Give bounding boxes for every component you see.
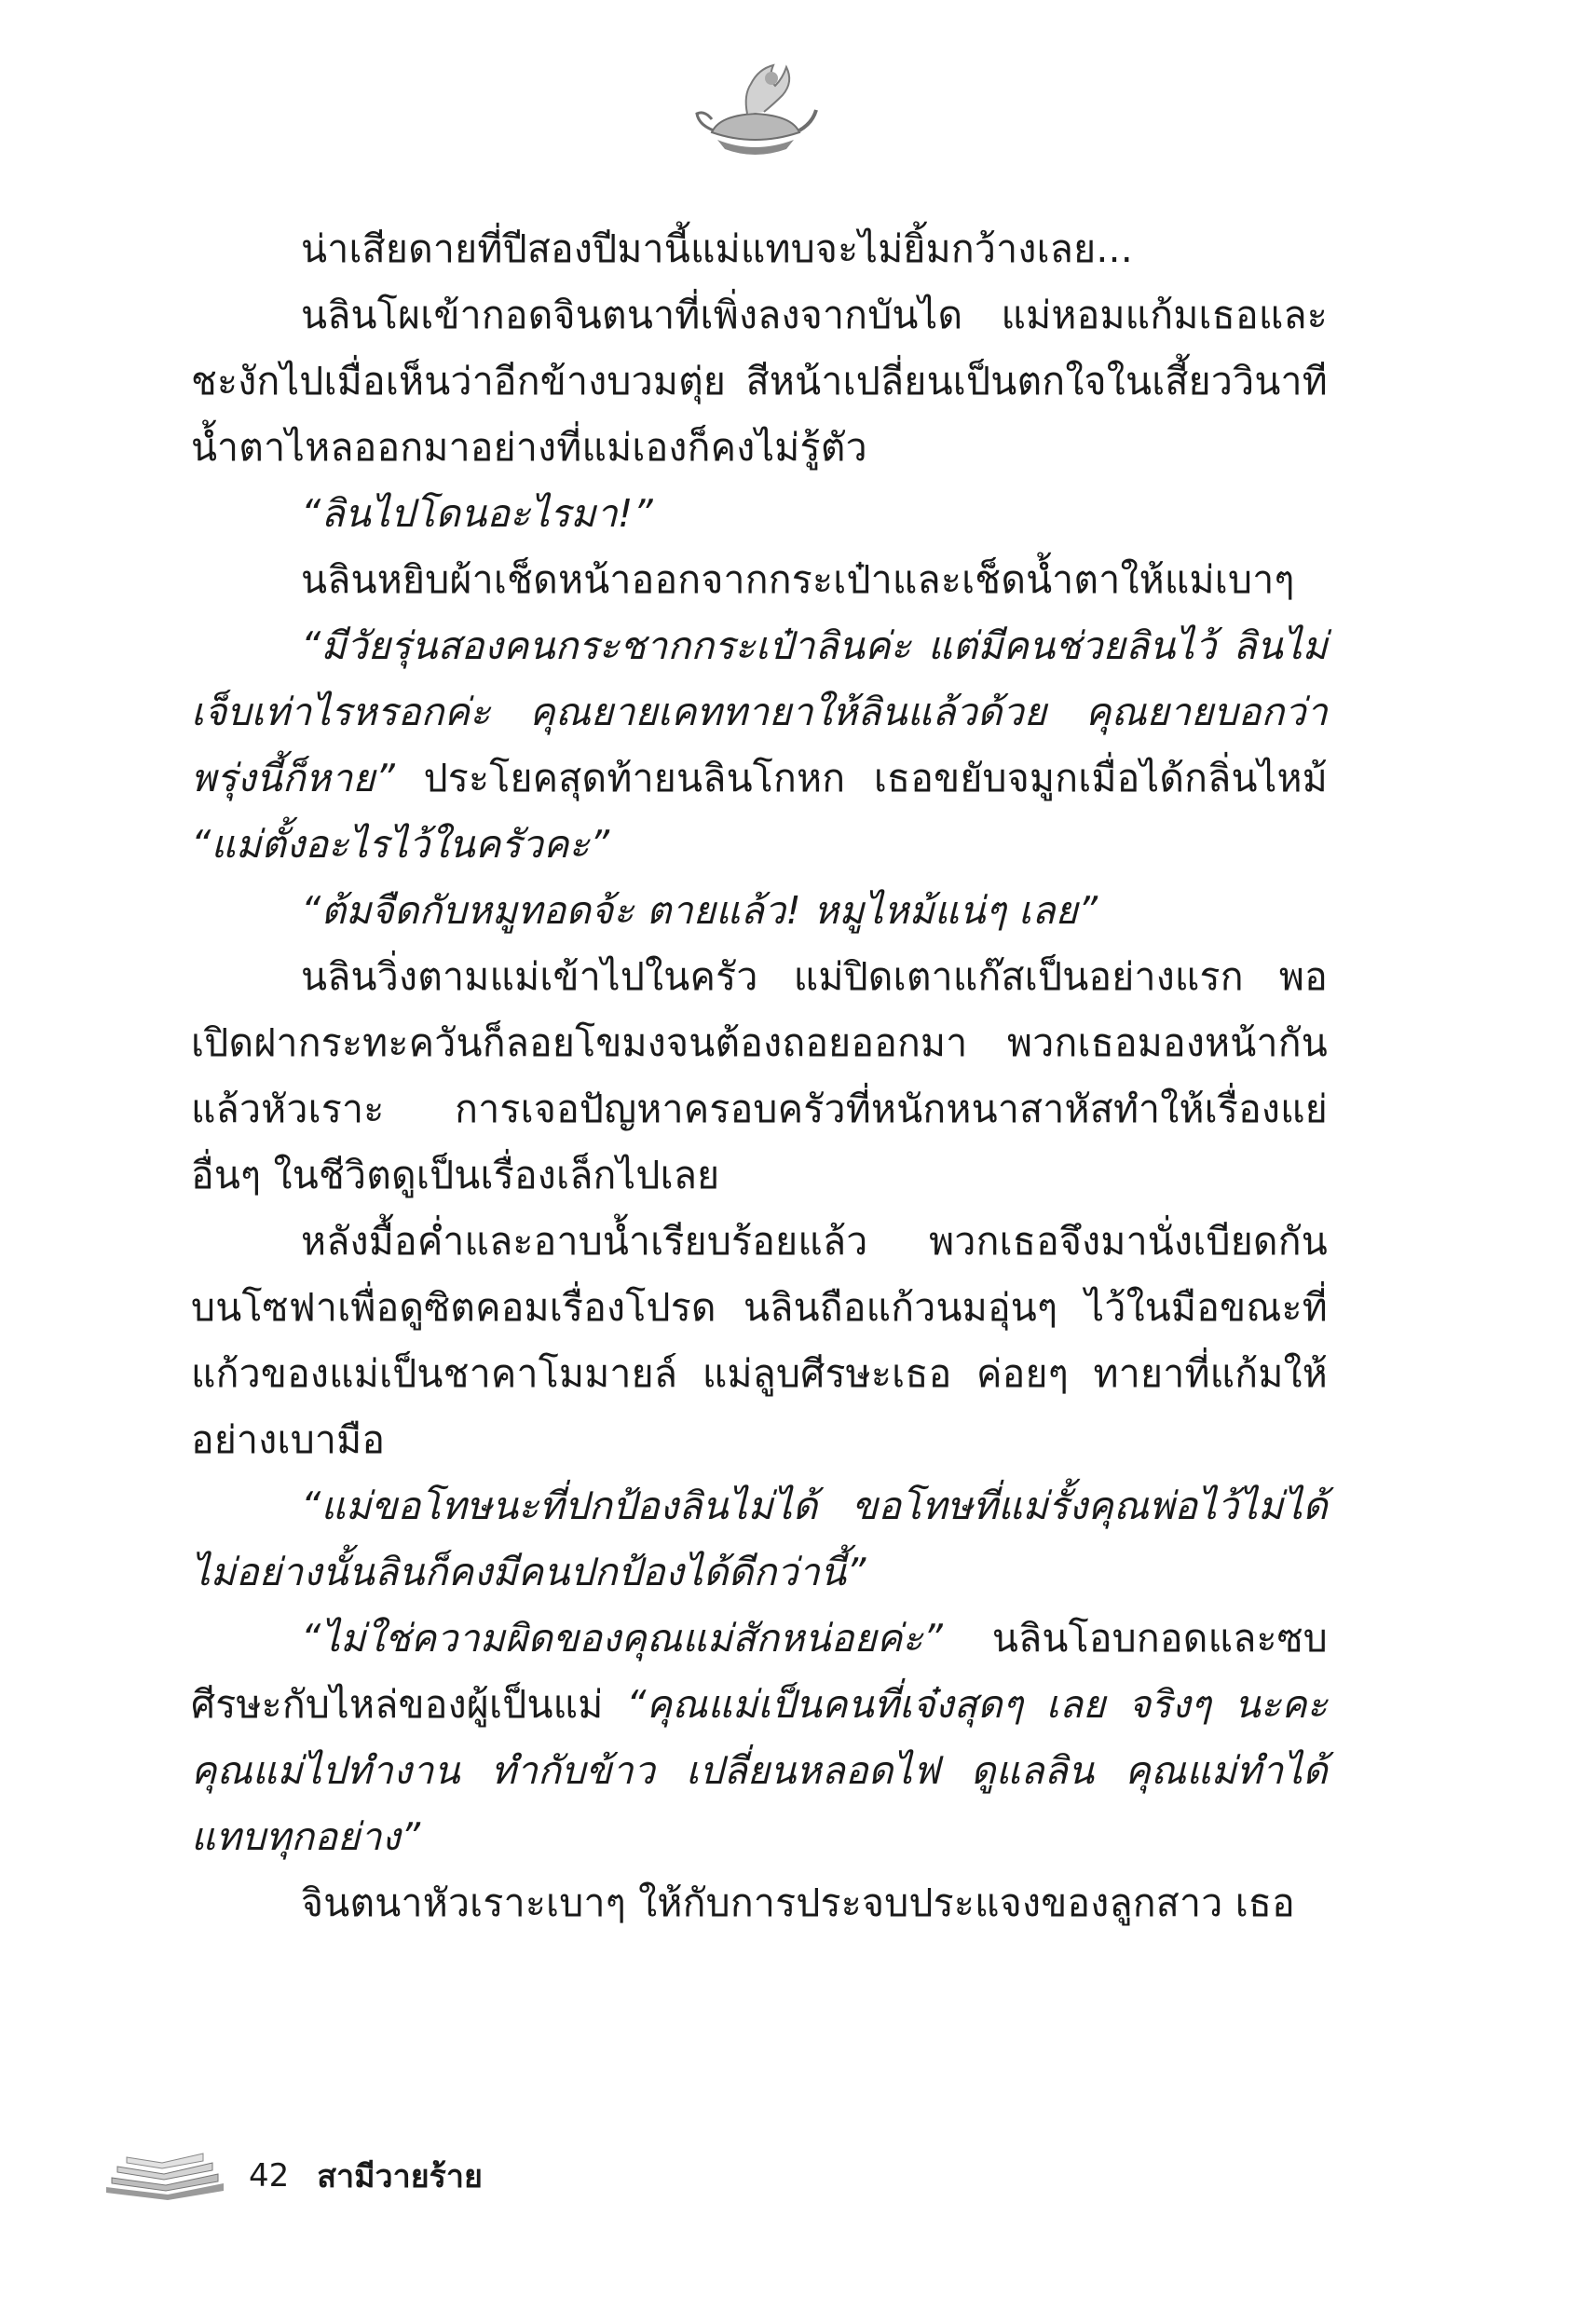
book-title: สามีวายร้าย (317, 2158, 483, 2195)
paragraph (191, 547, 1328, 613)
text-segment: นลินหยิบผ้าเช็ดหน้าออกจากกระเป๋าและเช็ดน้ำตาให้แม่เบาๆ (301, 557, 1295, 602)
text-segment: จินตนาหัวเราะเบาๆ ให้กับการประจบประแจงของลูกสาว เธอ (301, 1880, 1295, 1925)
text-segment: นลินโอบกอดและซบศีรษะกับไหล่ของผู้เป็นแม่ (191, 1616, 1328, 1727)
page-number: 42 (249, 2157, 290, 2195)
paragraph (191, 1209, 1328, 1473)
text-segment: “ไม่ใช่ความผิดของคุณแม่สักหน่อยค่ะ” (301, 1616, 944, 1661)
paragraph (191, 481, 1328, 547)
text-segment: “แม่ขอโทษนะที่ปกป้องลินไม่ได้ ขอโทษที่แม่รั้งคุณพ่อไว้ไม่ได้ ไม่อย่างนั้นลินก็คงมีคนปกป้องได้ดีกว่านี้” (191, 1484, 1328, 1594)
genie-lamp-icon (689, 58, 820, 160)
stacked-books-icon (102, 2152, 228, 2200)
paragraph (191, 216, 1328, 282)
text-segment: ประโยคสุดท้ายนลินโกหก เธอขยับจมูกเมื่อได้กลิ่นไหม้ (395, 756, 1328, 800)
paragraph (191, 944, 1328, 1209)
text-segment: “ลินไปโดนอะไรมา!” (301, 491, 653, 536)
text-segment: “แม่ตั้งอะไรไว้ในครัวคะ” (191, 822, 610, 867)
paragraph (191, 613, 1328, 878)
body-text (191, 216, 1328, 1936)
paragraph (191, 1473, 1328, 1606)
page-footer (102, 2148, 483, 2204)
text-segment: นลินโผเข้ากอดจินตนาที่เพิ่งลงจากบันได แม่หอมแก้มเธอและชะงักไปเมื่อเห็นว่าอีกข้างบวมตุ่ย สีหน้าเปลี่ยนเป็นตกใจในเสี้ยววินาที น้ำตาไหลออกมาอย่างที่แม่เองก็คงไม่รู้ตัว (191, 293, 1328, 470)
paragraph (191, 282, 1328, 481)
text-segment: นลินวิ่งตามแม่เข้าไปในครัว แม่ปิดเตาแก๊สเป็นอย่างแรก พอเปิดฝากระทะควันก็ลอยโขมงจนต้องถอยออกมา พวกเธอมองหน้ากันแล้วหัวเราะ การเจอปัญหาครอบครัวที่หนักหนาสาหัสทำให้เรื่องแย่อื่นๆ ในชีวิตดูเป็นเรื่องเล็กไปเลย (191, 954, 1328, 1197)
paragraph (191, 1870, 1328, 1936)
text-segment: “คุณแม่เป็นคนที่เจ๋งสุดๆ เลย จริงๆ นะคะ คุณแม่ไปทำงาน ทำกับข้าว เปลี่ยนหลอดไฟ ดูแลลิน คุณแม่ทำได้แทบทุกอย่าง” (191, 1682, 1328, 1859)
text-segment: น่าเสียดายที่ปีสองปีมานี้แม่แทบจะไม่ยิ้มกว้างเลย... (301, 226, 1134, 271)
text-segment: “ต้มจืดกับหมูทอดจ้ะ ตายแล้ว! หมูไหม้แน่ๆ เลย” (301, 888, 1098, 933)
paragraph (191, 1606, 1328, 1870)
text-segment: “มีวัยรุ่นสองคนกระชากกระเป๋าลินค่ะ แต่มีคนช่วยลินไว้ ลินไม่เจ็บเท่าไรหรอกค่ะ คุณยายเคททายาให้ลินแล้วด้วย คุณยายบอกว่าพรุ่งนี้ก็หาย” (191, 623, 1328, 800)
text-segment: หลังมื้อค่ำและอาบน้ำเรียบร้อยแล้ว พวกเธอจึงมานั่งเบียดกันบนโซฟาเพื่อดูซิตคอมเรื่องโปรด นลินถือแก้วนมอุ่นๆ ไว้ในมือขณะที่แก้วของแม่เป็นชาคาโมมายล์ แม่ลูบศีรษะเธอ ค่อยๆ ทายาที่แก้มให้อย่างเบามือ (191, 1219, 1328, 1462)
paragraph (191, 878, 1328, 944)
